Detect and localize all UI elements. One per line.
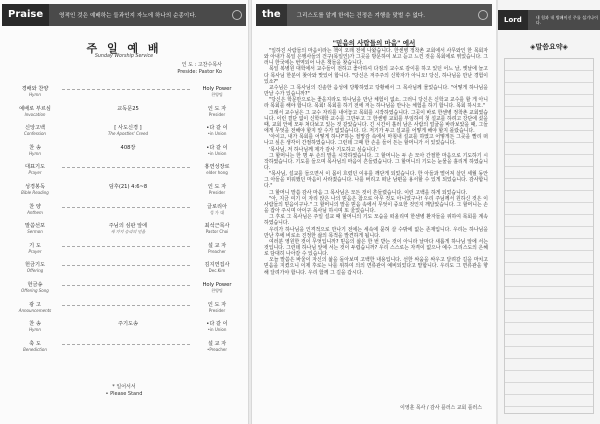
leader-line — [62, 344, 190, 345]
item-label — [12, 86, 58, 98]
service-item — [12, 262, 240, 282]
item-leader-sub: 찬양팀 — [211, 287, 223, 293]
item-label-en: Confession — [24, 131, 46, 137]
item-leader — [194, 106, 240, 118]
worship-subtitle: Sunday Worship Service — [94, 54, 154, 59]
item-label-en: Prayer — [28, 170, 42, 176]
item-leader-name: •다 같 이 — [206, 125, 228, 132]
item-leader-name: 설 교 자 — [207, 242, 227, 249]
sermon-paragraph: 그 할머니는 한 명 두 손의 말을 시작하였습니다. 그 할머니는 두 손 모아 간절한 마음으로 기도하기 시작하였습니다. 기도를 들으며 목사님의 마음이 흔들렸습니다. 그 할머니의 기도는 눈물을 흘리게 하였습니다. — [264, 152, 488, 171]
banner-text: 그리스도를 알게 한에는 건정은 겨행을 맞벌 수 없다. — [296, 13, 426, 19]
sermon-paragraph: 여러분 영원한 것이 무엇입니까? 믿음의 삶은 한 번 받는 것이 아니라 날마다 새롭게 하나님 앞에 서는 것입니다. 그런데 하나님 앞에 서는 것이 두렵습니까? 우리 스스로는 자격이 없으나 예수 그리스도의 은혜로 담대히 나아갈 수 있습니다. — [264, 238, 488, 258]
summary-panel — [498, 0, 600, 424]
item-leader-sub: 찬양팀 — [211, 92, 223, 97]
lord-banner — [498, 10, 600, 30]
leader-line — [62, 207, 190, 208]
item-detail-text: 딤후(21) 4:6~8 — [108, 183, 148, 190]
sermon-paragraph: "일하진 사람들의 마음이라는 책이 오래 전에 나왔습니다. 한센병 정착촌 교회에서 사무와인 한 목회자와 아내가 목일 은행사들의 건구(목일인)가 그곳을 방문하여 보고 듣고 느낀 것을 목회에로 엮었습니다. 그러니 한국에는 번역되어 나온 책들을 찾습니다. — [264, 48, 489, 67]
item-label — [12, 341, 58, 353]
item-leader-sub: Pastor Choi — [205, 229, 229, 235]
item-label-ko: 찬 송 — [29, 144, 41, 151]
item-label-en: Hymn — [29, 92, 41, 97]
item-label — [12, 164, 58, 176]
item-label — [12, 184, 58, 196]
item-detail — [64, 223, 192, 235]
item-leader — [194, 341, 240, 353]
sermon-signature: 이영훈 목사 / 감사 플러스 교회 플러스 — [400, 405, 482, 411]
sermon-paragraph: "당신은 학문만으로는 좋을지라도 하나님을 만난 체험이 없소. 그러니 당신은 신학교 교수를 할 게 아니라 목회를 해야 합니다. 목회! 목회를 하기 전에 저는 하나님을 만나는 체험을 하기 합니다. 목회 하시오." — [264, 97, 488, 110]
sermon-paragraph: "목사님, 설교를 들으면서 이 몸이 흐렸던 이유를 깨닫게 되었습니다. 한 아들과 떨어져 살던 세월 동안 그 아들을 미워했던 마음이 사라졌습니다. 나를 버리고 떠난 남편을 용서할 수 있게 되었습니다. 감사합니다." — [264, 171, 488, 190]
presider-en: Preside: Pastor Ko — [177, 68, 222, 75]
item-detail — [64, 321, 192, 327]
banner-text: 영적인 것은 예배하는 들과인지 자노에 하나의 순종이다. — [59, 13, 197, 19]
item-leader-sub: elder hong — [206, 170, 228, 176]
item-detail — [64, 184, 192, 190]
item-leader-name: 인 도 자 — [207, 301, 227, 308]
leader-line — [62, 265, 190, 266]
item-label — [12, 302, 58, 314]
item-label — [12, 125, 58, 137]
item-label-ko: 말씀선포 — [24, 223, 46, 230]
item-leader-name: Holy Power — [202, 86, 232, 92]
leader-line — [62, 285, 190, 286]
banner-text: 내 힘과 내 방패이신 주를 섬기나이다. — [535, 15, 599, 25]
leader-line — [62, 246, 190, 247]
item-label — [12, 282, 58, 294]
item-detail-sub: The Apostles' Creed — [107, 131, 148, 137]
service-item — [12, 223, 240, 243]
item-label-ko: 광 고 — [29, 301, 41, 308]
item-label-en: Announcements — [18, 307, 52, 313]
item-leader — [194, 145, 240, 157]
item-leader-name: •다 같 이 — [206, 321, 228, 328]
item-leader-sub: Presider — [208, 307, 226, 313]
banner-tag: the — [256, 4, 287, 26]
stand-note — [0, 384, 248, 397]
item-label-en: Benediction — [23, 346, 47, 352]
leader-line — [62, 305, 190, 306]
item-label-ko: 성경봉독 — [24, 183, 46, 190]
item-label-ko: 경배와 찬양 — [21, 86, 49, 92]
sermon-paragraph: 그 후로 그 목사님은 주일 설교 때 할머니의 기도 모습을 떠올리며 한센병 환자들을 위하여 목회를 계속하였습니다. — [264, 214, 488, 227]
item-leader — [194, 243, 240, 255]
item-leader — [194, 321, 240, 333]
sermon-paragraph: 오늘 말씀은 바울이 자신의 삶을 돌아보며 고백한 내용입니다. 선한 싸움을 싸우고 달려갈 길을 마치고 믿음을 지켰으니 이제 후로는 나를 위하여 의의 면류관이 예비되었다고 말합니다. 우리도 그 면류관을 향해 달려가야 합니다. 우리 함께 그 길을 갑시다. — [264, 257, 488, 276]
item-detail-text: [ 사도신경 ] — [114, 125, 142, 132]
order-of-service — [12, 86, 240, 360]
item-leader-name: Holy Power — [202, 281, 232, 288]
item-leader-name: 최석근목사 — [204, 223, 230, 230]
summary-title: ◈말씀요약◈ — [530, 43, 568, 51]
presider-info — [177, 62, 222, 75]
item-leader-sub: •in Union — [207, 131, 227, 137]
sermon-title: "믿음의 사람들의 마음" 에서 — [332, 39, 416, 47]
item-detail-text: 주기도송 — [117, 321, 139, 328]
banner-tag: Lord — [498, 10, 528, 30]
item-label — [12, 223, 58, 235]
stand-ko: * 일어서서 — [112, 384, 136, 390]
item-label — [12, 106, 58, 118]
item-label — [12, 204, 58, 216]
item-leader-name: 글로리아 — [206, 203, 228, 210]
sermon-paragraph: 목일 복병원 대학에서 교수들이 전하고 좋아하셔 다짐의 교수로 감이를 하고 있던 어느 날, 옛날에 늘고 다 목사님 한분이 찾아와 맛있어 합니다. "당신은 저주주의 신학자가 아니오! 당신, 하나님을 만난 경험이 있소?" — [264, 66, 488, 85]
item-label — [12, 243, 58, 255]
item-leader-sub: •in Union — [207, 327, 227, 333]
item-leader-name: 설 교 자 — [207, 340, 227, 347]
item-label — [12, 321, 58, 333]
item-leader-sub: Presider — [208, 111, 226, 117]
item-label-en: Anthem — [27, 209, 43, 215]
item-label-en: Offering — [26, 268, 44, 274]
sermon-paragraph: '목사님, 저 하나님께 제가 감사 기도하고 싶습니다.' — [269, 146, 379, 153]
service-item — [12, 145, 240, 165]
item-label — [12, 262, 58, 274]
item-label-ko: 헌금기도 — [24, 262, 46, 269]
banner-tag: Praise — [2, 4, 49, 26]
item-leader-sub: •in Union — [207, 150, 227, 156]
item-leader — [194, 262, 240, 274]
sermon-paragraph: 교수님은 그 목사님의 진솔한 음성에 당황하였고 당황해서 그 목사님께 물었습니다. "어떻게 하나님을 만날 수가 있습니까?" — [264, 84, 488, 98]
service-item — [12, 302, 240, 322]
the-banner — [256, 4, 492, 26]
sermon-panel — [252, 0, 496, 424]
service-item — [12, 184, 240, 204]
presider-ko: 인 도 : 고찬수목사 — [181, 62, 222, 68]
service-item — [12, 86, 240, 106]
sermon-paragraph: '아이고, 내가 목회를 어떻게 하나?'하는 절망감 속에서 마침내 설교를 하였고 어떻게든 그곳을 빨리 떠나고 싶은 생각이 간절하였습니다. 그런데 그때 한 손을 들어 든는 할머니가 서 있었습니다. — [264, 134, 488, 147]
item-leader-name: 홍연성장로 — [204, 164, 230, 171]
item-label-en: Bible Reading — [21, 189, 49, 195]
item-leader — [194, 184, 240, 196]
item-leader-name: 인 도 자 — [207, 183, 227, 190]
item-detail-text: 주님의 심판 앞에 — [108, 223, 148, 230]
item-leader-sub: Presider — [208, 189, 226, 195]
item-label — [12, 145, 58, 157]
item-detail-sub: 세 가지 승리의 믿음 — [110, 229, 146, 235]
item-detail — [64, 125, 192, 137]
item-detail-text: 408장 — [120, 144, 136, 151]
service-item — [12, 204, 240, 224]
item-leader — [194, 302, 240, 314]
sermon-paragraph: 그래서 교수님은 그 교수 자리를 내어놓고 목회를 시작하였습니다. 그곳이 바로 한센병 정착촌 교회였습니다. 이런 결단 없이 신학대학 교수를 그만두고 그 한센병 교회를 부임하여 첫 설교를 하려고 강단에 섰을 때, 교회 안에 모두 쳐다보고 있는 것 같았습니다. 긴 시간이 흘러 남은 사람의 얼굴을 바라보았을 때, 그들에게 무엇을 전해야 할지 알 수가 없었습니다. 다. 저기가 두고 설교를 어떻게 해야 할지 몰랐습니다. — [264, 109, 488, 135]
service-item — [12, 341, 240, 361]
item-leader-sub: •Preacher — [206, 346, 227, 352]
note-lines — [504, 58, 594, 414]
item-label-en: Hymn — [29, 327, 41, 333]
service-item — [12, 321, 240, 341]
item-label-en: Invocation — [24, 111, 46, 117]
item-detail — [64, 145, 192, 151]
item-label-en: Sermon — [27, 229, 43, 235]
item-leader — [194, 223, 240, 235]
item-leader-sub: 성 가 대 — [209, 209, 225, 215]
stand-en: • Please Stand — [105, 390, 143, 397]
item-label-ko: 찬 송 — [29, 321, 41, 328]
item-label-ko: 축 도 — [29, 340, 41, 347]
item-leader-sub: Dec.Kim — [208, 268, 226, 274]
ornament-icon — [478, 10, 488, 20]
worship-order-panel — [0, 0, 248, 424]
leader-line — [62, 167, 190, 168]
service-item — [12, 164, 240, 184]
item-leader-sub: Preacher — [208, 248, 226, 254]
praise-banner — [2, 4, 246, 26]
item-leader — [194, 164, 240, 176]
item-label-ko: 기 도 — [29, 242, 41, 249]
item-label-ko: 헌금송 — [27, 281, 43, 288]
service-item — [12, 106, 240, 126]
sermon-body — [264, 48, 488, 276]
ornament-icon — [232, 10, 242, 20]
service-item — [12, 243, 240, 263]
item-leader-name: 인 도 자 — [207, 105, 227, 112]
item-leader — [194, 282, 240, 294]
item-label-en: Prayer — [28, 248, 42, 254]
sermon-paragraph: "아, 지금 여기 이 자리 앉은 나의 믿음은 참으로 아무 것도 아니었구나! 우리 주님께서 원하신 것은 이 사람들의 믿음이구나." 그 할머니의 말을 믿음 속에서 무엇이 중요한 것인지 깨달았습니다. 그 할머니는 손을 잡아 주시며 아이구 목사님 하시며 또 울었습니다. — [264, 195, 488, 215]
item-label-en: Hymn — [29, 150, 41, 156]
item-leader — [194, 125, 240, 137]
item-label-ko: 신앙고백 — [24, 125, 46, 132]
item-leader-name: 김지연집사 — [204, 262, 230, 269]
item-leader-name: •다 같 이 — [206, 144, 228, 151]
item-label-ko: 예배로 부르심 — [19, 105, 51, 112]
item-leader — [194, 86, 240, 98]
service-item — [12, 125, 240, 145]
worship-title: 주 일 예 배 — [86, 42, 162, 55]
item-label-ko: 대표기도 — [24, 164, 46, 171]
sermon-paragraph: 우리가 하나님을 인격적으로 만나기 전에는 세속에 묻혀 살 수밖에 없는 존재입니다. 우리는 하나님을 만난 후에 비로소 진정한 삶의 목적을 발견하게 됩니다. — [264, 226, 488, 239]
item-detail-text: 교독문25 — [117, 105, 139, 112]
item-leader — [194, 204, 240, 216]
leader-line — [62, 89, 190, 90]
service-item — [12, 282, 240, 302]
item-label-en: Offering Song — [21, 287, 49, 293]
sermon-paragraph: 그 할머니 말씀 감사 마음 그 목사님은 모든 것이 흔들렸습니다. 이런 고백을 하게 되었습니다. — [269, 189, 468, 196]
item-label-ko: 찬 양 — [29, 203, 41, 210]
item-detail — [64, 106, 192, 112]
